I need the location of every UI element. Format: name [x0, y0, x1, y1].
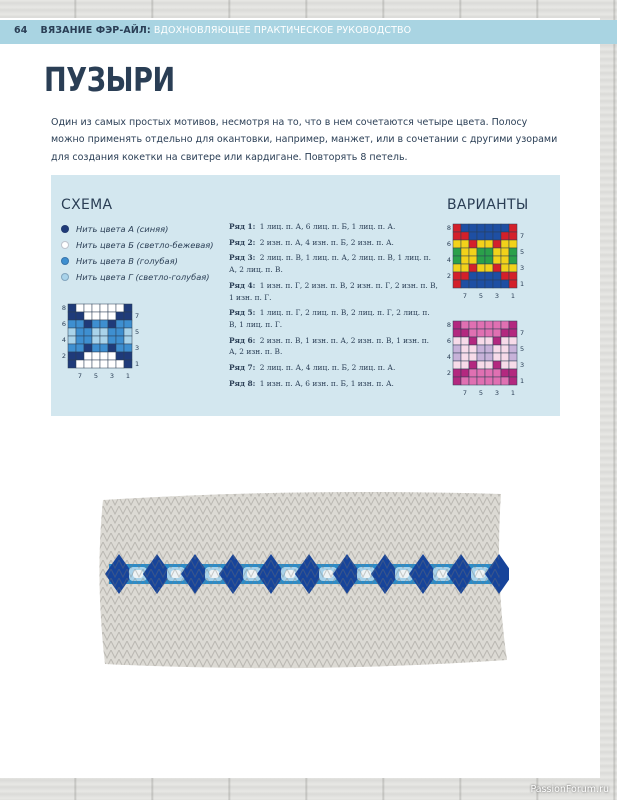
chart-cell — [453, 240, 461, 248]
chart-axis-label: 3 — [135, 344, 140, 352]
chart-cell — [116, 352, 124, 360]
knitted-swatch-image — [95, 488, 509, 670]
chart-cell — [100, 312, 108, 320]
chart-cell — [501, 353, 509, 361]
chart-axis-label: 2 — [446, 272, 451, 280]
chart-cell — [477, 377, 485, 385]
chart-cell — [493, 361, 501, 369]
chart-cell — [469, 224, 477, 232]
chart-cell — [68, 312, 76, 320]
chart-cell — [509, 224, 517, 232]
chart-cell — [92, 352, 100, 360]
chart-cell — [493, 232, 501, 240]
chart-cell — [509, 329, 517, 337]
chart-cell — [477, 264, 485, 272]
chart-cell — [509, 361, 517, 369]
chart-axis-label: 5 — [520, 345, 525, 353]
row-label: Ряд 7: — [229, 363, 256, 373]
chart-cell — [124, 304, 132, 312]
chart-cell — [76, 312, 84, 320]
chart-cell — [509, 232, 517, 240]
chart-cell — [76, 320, 84, 328]
scheme-heading: СХЕМА — [61, 197, 113, 213]
chart-axis-label: 3 — [520, 361, 525, 369]
chart-cell — [68, 352, 76, 360]
key-item — [61, 237, 214, 253]
chart-cell — [453, 232, 461, 240]
chart-cell — [453, 264, 461, 272]
chart-cell — [453, 280, 461, 288]
variants-heading: ВАРИАНТЫ — [447, 197, 529, 213]
chart-cell — [485, 337, 493, 345]
variant-chart-1 — [443, 222, 531, 302]
chart-cell — [116, 304, 124, 312]
yarn-color-swatch — [61, 225, 69, 233]
chart-cell — [76, 336, 84, 344]
chart-cell — [493, 321, 501, 329]
chart-cell — [116, 312, 124, 320]
chart-cell — [469, 377, 477, 385]
chart-cell — [469, 345, 477, 353]
chart-cell — [493, 345, 501, 353]
key-label: Нить цвета В (голубая) — [76, 256, 178, 266]
intro-paragraph: Один из самых простых мотивов, несмотря на то, что в нем сочетаются четыре цвета. Полосу можно применять отдельно для окантовки, например, манжет, или в сочетании с другими узорами для создания кокетки на свитере или кардигане. Повторять 8 петель. — [51, 117, 558, 163]
chart-cell — [453, 361, 461, 369]
chart-axis-label: 8 — [61, 304, 66, 312]
chart-cell — [116, 360, 124, 368]
chart-cell — [501, 264, 509, 272]
chart-cell — [501, 345, 509, 353]
chart-cell — [509, 337, 517, 345]
chart-cell — [100, 344, 108, 352]
chart-cell — [461, 272, 469, 280]
chart-cell — [477, 240, 485, 248]
key-item — [61, 253, 214, 269]
chart-cell — [493, 264, 501, 272]
chart-cell — [92, 336, 100, 344]
chart-cell — [485, 369, 493, 377]
chart-cell — [501, 369, 509, 377]
chart-cell — [461, 337, 469, 345]
chart-axis-label: 1 — [135, 360, 140, 368]
row-instruction — [229, 378, 439, 390]
chart-cell — [461, 240, 469, 248]
chart-axis-label: 1 — [510, 292, 516, 300]
chart-cell — [477, 329, 485, 337]
chart-cell — [124, 352, 132, 360]
chart-cell — [509, 264, 517, 272]
chart-cell — [68, 320, 76, 328]
chart-cell — [461, 264, 469, 272]
chart-cell — [453, 321, 461, 329]
chart-cell — [100, 360, 108, 368]
chart-cell — [116, 328, 124, 336]
chart-cell — [509, 280, 517, 288]
chart-cell — [461, 369, 469, 377]
chart-cell — [477, 321, 485, 329]
chart-cell — [469, 232, 477, 240]
key-label: Нить цвета Г (светло-голубая) — [76, 272, 210, 282]
yarn-color-swatch — [61, 241, 69, 249]
chart-cell — [116, 344, 124, 352]
chart-cell — [485, 345, 493, 353]
chart-cell — [108, 352, 116, 360]
chart-cell — [477, 369, 485, 377]
row-label: Ряд 2: — [229, 237, 256, 247]
row-text: 2 изн. п. В, 1 изн. п. А, 2 изн. п. В, 1 изн. п. А, 2 изн. п. В. — [229, 335, 429, 357]
chart-cell — [124, 336, 132, 344]
chart-cell — [493, 272, 501, 280]
chart-cell — [84, 312, 92, 320]
chart-cell — [84, 304, 92, 312]
chart-cell — [84, 328, 92, 336]
chart-axis-label: 5 — [478, 292, 484, 300]
chart-axis-label: 1 — [520, 280, 525, 288]
chart-cell — [469, 256, 477, 264]
row-text: 1 лиц. п. Г, 2 лиц. п. В, 2 лиц. п. Г, 2 лиц. п. В, 1 лиц. п. Г. — [229, 308, 430, 329]
chart-cell — [485, 232, 493, 240]
chart-axis-label: 5 — [135, 328, 140, 336]
chart-cell — [92, 328, 100, 336]
chart-cell — [485, 321, 493, 329]
chart-cell — [461, 361, 469, 369]
chart-cell — [469, 240, 477, 248]
chart-cell — [453, 377, 461, 385]
chart-grid-svg — [58, 302, 146, 382]
chart-cell — [493, 337, 501, 345]
chart-cell — [100, 336, 108, 344]
chart-cell — [68, 344, 76, 352]
chart-cell — [509, 369, 517, 377]
row-instruction — [229, 307, 439, 330]
chart-axis-label: 3 — [494, 389, 500, 397]
chart-cell — [84, 336, 92, 344]
chart-cell — [92, 304, 100, 312]
chart-cell — [100, 328, 108, 336]
chart-cell — [501, 248, 509, 256]
chart-axis-label: 8 — [446, 321, 451, 329]
chart-cell — [84, 320, 92, 328]
row-instruction — [229, 221, 439, 233]
row-instructions — [229, 221, 439, 393]
yarn-color-swatch — [61, 257, 69, 265]
chart-cell — [68, 336, 76, 344]
watermark: PassionForum.ru — [530, 784, 609, 795]
chart-cell — [477, 272, 485, 280]
chart-cell — [116, 320, 124, 328]
chart-cell — [453, 224, 461, 232]
chart-cell — [501, 321, 509, 329]
chart-cell — [485, 377, 493, 385]
chart-cell — [124, 328, 132, 336]
chart-cell — [469, 337, 477, 345]
chart-cell — [461, 329, 469, 337]
chart-cell — [453, 329, 461, 337]
row-text: 1 лиц. п. А, 6 лиц. п. Б, 1 лиц. п. А. — [259, 222, 396, 231]
row-label: Ряд 6: — [229, 335, 256, 345]
chart-cell — [108, 336, 116, 344]
chart-cell — [461, 280, 469, 288]
chart-axis-label: 7 — [520, 329, 525, 337]
chart-cell — [509, 377, 517, 385]
chart-cell — [501, 280, 509, 288]
chart-cell — [68, 360, 76, 368]
row-text: 1 изн. п. А, 6 изн. п. Б, 1 изн. п. А. — [259, 378, 394, 388]
chart-cell — [461, 224, 469, 232]
key-label: Нить цвета Б (светло-бежевая) — [76, 240, 214, 250]
main-chart — [58, 302, 146, 382]
chart-cell — [108, 328, 116, 336]
chart-axis-label: 4 — [446, 353, 451, 361]
chart-cell — [76, 360, 84, 368]
chart-cell — [493, 329, 501, 337]
chart-cell — [485, 224, 493, 232]
chart-axis-label: 5 — [478, 389, 484, 397]
chart-cell — [116, 336, 124, 344]
chart-cell — [509, 272, 517, 280]
chart-cell — [501, 337, 509, 345]
chart-cell — [100, 320, 108, 328]
key-item — [61, 221, 214, 237]
row-label: Ряд 1: — [229, 222, 256, 231]
chart-cell — [108, 312, 116, 320]
chart-cell — [501, 240, 509, 248]
chart-cell — [485, 240, 493, 248]
chart-cell — [469, 329, 477, 337]
chart-cell — [461, 232, 469, 240]
chart-cell — [124, 320, 132, 328]
chart-axis-label: 8 — [446, 224, 451, 232]
chart-cell — [68, 304, 76, 312]
chart-cell — [477, 280, 485, 288]
chart-axis-label: 2 — [61, 352, 66, 360]
chart-cell — [485, 264, 493, 272]
chart-axis-label: 5 — [520, 248, 525, 256]
chart-cell — [100, 352, 108, 360]
chart-cell — [493, 224, 501, 232]
chart-axis-label: 4 — [61, 336, 66, 344]
chart-cell — [493, 280, 501, 288]
chart-axis-label: 6 — [446, 337, 451, 345]
row-label: Ряд 3: — [229, 253, 256, 263]
chart-cell — [501, 224, 509, 232]
chart-cell — [108, 344, 116, 352]
chart-cell — [477, 224, 485, 232]
chart-cell — [485, 329, 493, 337]
chart-cell — [485, 361, 493, 369]
chart-grid-svg — [443, 319, 531, 399]
chart-cell — [501, 256, 509, 264]
chart-cell — [485, 280, 493, 288]
chart-cell — [84, 344, 92, 352]
chart-cell — [108, 304, 116, 312]
key-label: Нить цвета А (синяя) — [76, 224, 169, 234]
chart-cell — [493, 353, 501, 361]
chart-axis-label: 7 — [520, 232, 525, 240]
chart-cell — [84, 360, 92, 368]
row-instruction — [229, 280, 439, 303]
chart-cell — [493, 369, 501, 377]
chart-axis-label: 4 — [446, 256, 451, 264]
chart-cell — [68, 328, 76, 336]
row-text: 2 изн. п. А, 4 изн. п. Б, 2 изн. п. А. — [259, 237, 394, 247]
chart-cell — [461, 353, 469, 361]
row-text: 2 лиц. п. В, 1 лиц. п. А, 2 лиц. п. В, 1 лиц. п. А, 2 лиц. п. В. — [229, 253, 431, 275]
chart-cell — [469, 272, 477, 280]
chart-cell — [92, 312, 100, 320]
chart-cell — [453, 353, 461, 361]
chart-cell — [493, 240, 501, 248]
chart-cell — [501, 272, 509, 280]
chart-axis-label: 7 — [135, 312, 140, 320]
chart-cell — [124, 312, 132, 320]
chart-cell — [509, 321, 517, 329]
chart-cell — [453, 337, 461, 345]
chart-axis-label: 5 — [93, 372, 99, 380]
chart-cell — [100, 304, 108, 312]
chart-cell — [461, 321, 469, 329]
chart-cell — [485, 248, 493, 256]
row-text: 2 лиц. п. А, 4 лиц. п. Б, 2 лиц. п. А. — [259, 363, 396, 373]
chart-cell — [453, 248, 461, 256]
chart-cell — [124, 344, 132, 352]
chart-cell — [477, 353, 485, 361]
chart-axis-label: 1 — [510, 389, 516, 397]
chart-cell — [469, 361, 477, 369]
chart-cell — [509, 240, 517, 248]
chart-axis-label: 3 — [494, 292, 500, 300]
chart-cell — [477, 361, 485, 369]
chart-axis-label: 6 — [61, 320, 66, 328]
chart-cell — [92, 344, 100, 352]
chart-axis-label: 3 — [520, 264, 525, 272]
row-label: Ряд 8: — [229, 378, 256, 388]
chart-cell — [485, 256, 493, 264]
chart-axis-label: 7 — [462, 292, 468, 300]
chart-cell — [92, 360, 100, 368]
chart-cell — [501, 377, 509, 385]
row-instruction — [229, 252, 439, 275]
row-text: 1 изн. п. Г, 2 изн. п. В, 2 изн. п. Г, 2 изн. п. В, 1 изн. п. Г. — [229, 280, 438, 302]
chart-axis-label: 2 — [446, 369, 451, 377]
chart-axis-label: 3 — [109, 372, 115, 380]
row-instruction — [229, 362, 439, 374]
chart-cell — [501, 361, 509, 369]
page-number: 64 — [14, 25, 28, 36]
chart-cell — [477, 248, 485, 256]
page-title: ПУЗЫРИ — [44, 60, 175, 99]
chart-cell — [461, 345, 469, 353]
chart-grid-svg — [443, 222, 531, 302]
chart-cell — [469, 264, 477, 272]
chart-cell — [501, 329, 509, 337]
chart-cell — [485, 272, 493, 280]
chart-cell — [493, 248, 501, 256]
chart-cell — [76, 352, 84, 360]
chart-axis-label: 7 — [77, 372, 83, 380]
chart-cell — [509, 353, 517, 361]
knitted-swatch-photo — [95, 488, 509, 670]
chart-cell — [469, 321, 477, 329]
chart-cell — [84, 352, 92, 360]
chart-cell — [469, 369, 477, 377]
chart-cell — [509, 345, 517, 353]
chart-cell — [453, 272, 461, 280]
chart-cell — [453, 345, 461, 353]
chart-cell — [477, 232, 485, 240]
chart-cell — [76, 344, 84, 352]
chart-cell — [469, 353, 477, 361]
book-title: ВЯЗАНИЕ ФЭР-АЙЛ: — [40, 25, 151, 36]
chart-cell — [501, 232, 509, 240]
chart-cell — [76, 304, 84, 312]
chart-cell — [461, 377, 469, 385]
chart-cell — [453, 369, 461, 377]
color-key — [61, 221, 214, 285]
chart-axis-label: 1 — [520, 377, 525, 385]
variant-chart-2 — [443, 319, 531, 399]
chart-cell — [477, 337, 485, 345]
chart-cell — [108, 360, 116, 368]
chart-cell — [509, 256, 517, 264]
chart-cell — [485, 353, 493, 361]
yarn-color-swatch — [61, 273, 69, 281]
chart-cell — [108, 320, 116, 328]
chart-axis-label: 1 — [125, 372, 131, 380]
chart-axis-label: 7 — [462, 389, 468, 397]
chart-cell — [461, 256, 469, 264]
chart-axis-label: 6 — [446, 240, 451, 248]
chart-cell — [461, 248, 469, 256]
row-label: Ряд 5: — [229, 308, 256, 318]
book-subtitle: ВДОХНОВЛЯЮЩЕЕ ПРАКТИЧЕСКОЕ РУКОВОДСТВО — [153, 25, 412, 36]
chart-cell — [469, 248, 477, 256]
running-header — [14, 25, 411, 36]
chart-cell — [76, 328, 84, 336]
key-item — [61, 269, 214, 285]
row-instruction — [229, 237, 439, 249]
chart-cell — [124, 360, 132, 368]
row-instruction — [229, 335, 439, 358]
chart-cell — [477, 345, 485, 353]
chart-cell — [493, 377, 501, 385]
chart-cell — [469, 280, 477, 288]
chart-cell — [92, 320, 100, 328]
chart-cell — [509, 248, 517, 256]
chart-cell — [477, 256, 485, 264]
chart-cell — [493, 256, 501, 264]
row-label: Ряд 4: — [229, 280, 256, 290]
chart-cell — [453, 256, 461, 264]
